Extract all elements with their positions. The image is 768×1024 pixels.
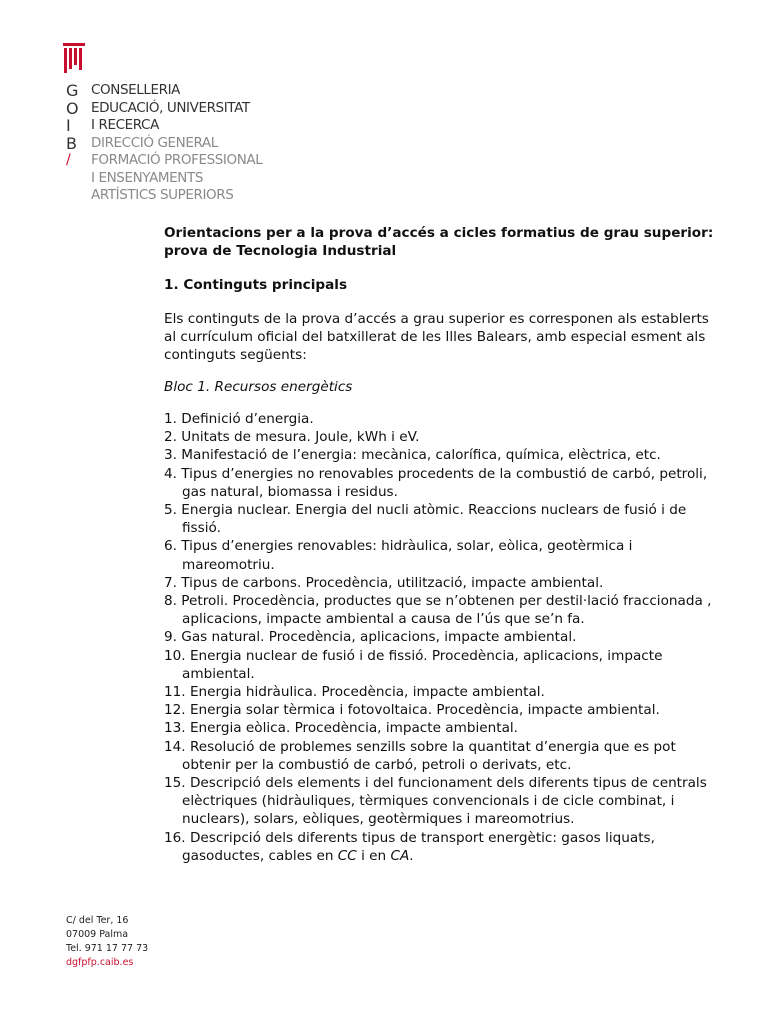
list-item: 12. Energia solar tèrmica i fotovoltaica. Procedència, impacte ambiental.: [164, 702, 660, 719]
footer-address: [66, 914, 148, 970]
list-item: 5. Energia nuclear. Energia del nucli atòmic. Reaccions nuclears de fusió i de fissió.: [164, 502, 687, 537]
goib-letter-o: O: [66, 98, 79, 118]
item16-cc: CC: [337, 847, 357, 864]
item16-ca: CA: [390, 847, 410, 864]
list-item: 15. Descripció dels elements i del funcionament dels diferents tipus de centrals elèctriques (hidràuliques, tèrmiques convencionals i de cicle combinat, i nuclears), solars, eòliques, geotèrmiques i mareomotrius.: [164, 775, 707, 828]
dept-line: EDUCACIÓ, UNIVERSITAT: [91, 99, 250, 116]
goib-logo-icon: [63, 43, 85, 73]
dept-line: I ENSENYAMENTS: [91, 169, 204, 186]
list-item: 8. Petroli. Procedència, productes que se n’obtenen per destil·lació fraccionada , aplicacions, impacte ambiental a causa de l’ús que se’n fa.: [164, 593, 712, 628]
goib-slash: /: [66, 152, 71, 168]
item16-text: 16. Descripció dels diferents tipus de transport energètic: gasos liquats, gasoductes, cables en: [164, 829, 655, 864]
dept-line: DIRECCIÓ GENERAL: [91, 134, 218, 151]
goib-letter-b: B: [66, 133, 77, 153]
list-item: 2. Unitats de mesura. Joule, kWh i eV.: [164, 429, 420, 446]
intro-paragraph: Els continguts de la prova d’accés a grau superior es corresponen als establerts al currículum oficial del batxillerat de les Illes Balears, amb especial esment als continguts següents:: [164, 311, 709, 363]
content-list: [164, 410, 724, 865]
list-item: 13. Energia eòlica. Procedència, impacte ambiental.: [164, 720, 519, 737]
item16-suffix: .: [409, 847, 414, 864]
list-item: 14. Resolució de problemes senzills sobre la quantitat d’energia que es pot obtenir per la combustió de carbó, petroli o derivats, etc.: [164, 738, 676, 773]
list-item: [164, 829, 724, 865]
goib-letter-i: I: [66, 116, 71, 135]
list-item: 4. Tipus d’energies no renovables procedents de la combustió de carbó, petroli, gas natural, biomassa i residus.: [164, 465, 708, 500]
section-heading: 1. Continguts principals: [164, 277, 348, 293]
bloc-title: Bloc 1. Recursos energètics: [164, 379, 353, 395]
list-item: 9. Gas natural. Procedència, aplicacions, impacte ambiental.: [164, 629, 577, 646]
list-item: 3. Manifestació de l’energia: mecànica, calorífica, química, elèctrica, etc.: [164, 447, 661, 464]
goib-letter-g: G: [66, 81, 79, 100]
footer-city: 07009 Palma: [66, 929, 129, 940]
list-item: 1. Definició d’energia.: [164, 411, 314, 427]
document-title: Orientacions per a la prova d’accés a cicles formatius de grau superior: prova de Tecnologia Industrial: [164, 225, 714, 259]
item16-mid: i en: [356, 847, 391, 864]
dept-line: CONSELLERIA: [91, 82, 181, 98]
list-item: 6. Tipus d’energies renovables: hidràulica, solar, eòlica, geotèrmica i mareomotriu.: [164, 538, 633, 573]
list-item: 11. Energia hidràulica. Procedència, impacte ambiental.: [164, 684, 545, 701]
footer-street: C/ del Ter, 16: [66, 915, 129, 926]
department-name: [91, 82, 262, 205]
dept-line: I RECERCA: [91, 117, 159, 133]
document-body: [164, 224, 724, 865]
list-item: 10. Energia nuclear de fusió i de fissió. Procedència, aplicacions, impacte ambiental.: [164, 647, 663, 682]
goib-letters: [66, 82, 79, 170]
dept-line: ARTÍSTICS SUPERIORS: [91, 187, 234, 203]
dept-line: FORMACIÓ PROFESSIONAL: [91, 152, 263, 168]
footer-website-link[interactable]: dgfpfp.caib.es: [66, 957, 134, 968]
footer-phone: Tel. 971 17 77 73: [66, 943, 149, 954]
list-item: 7. Tipus de carbons. Procedència, utilització, impacte ambiental.: [164, 574, 604, 591]
